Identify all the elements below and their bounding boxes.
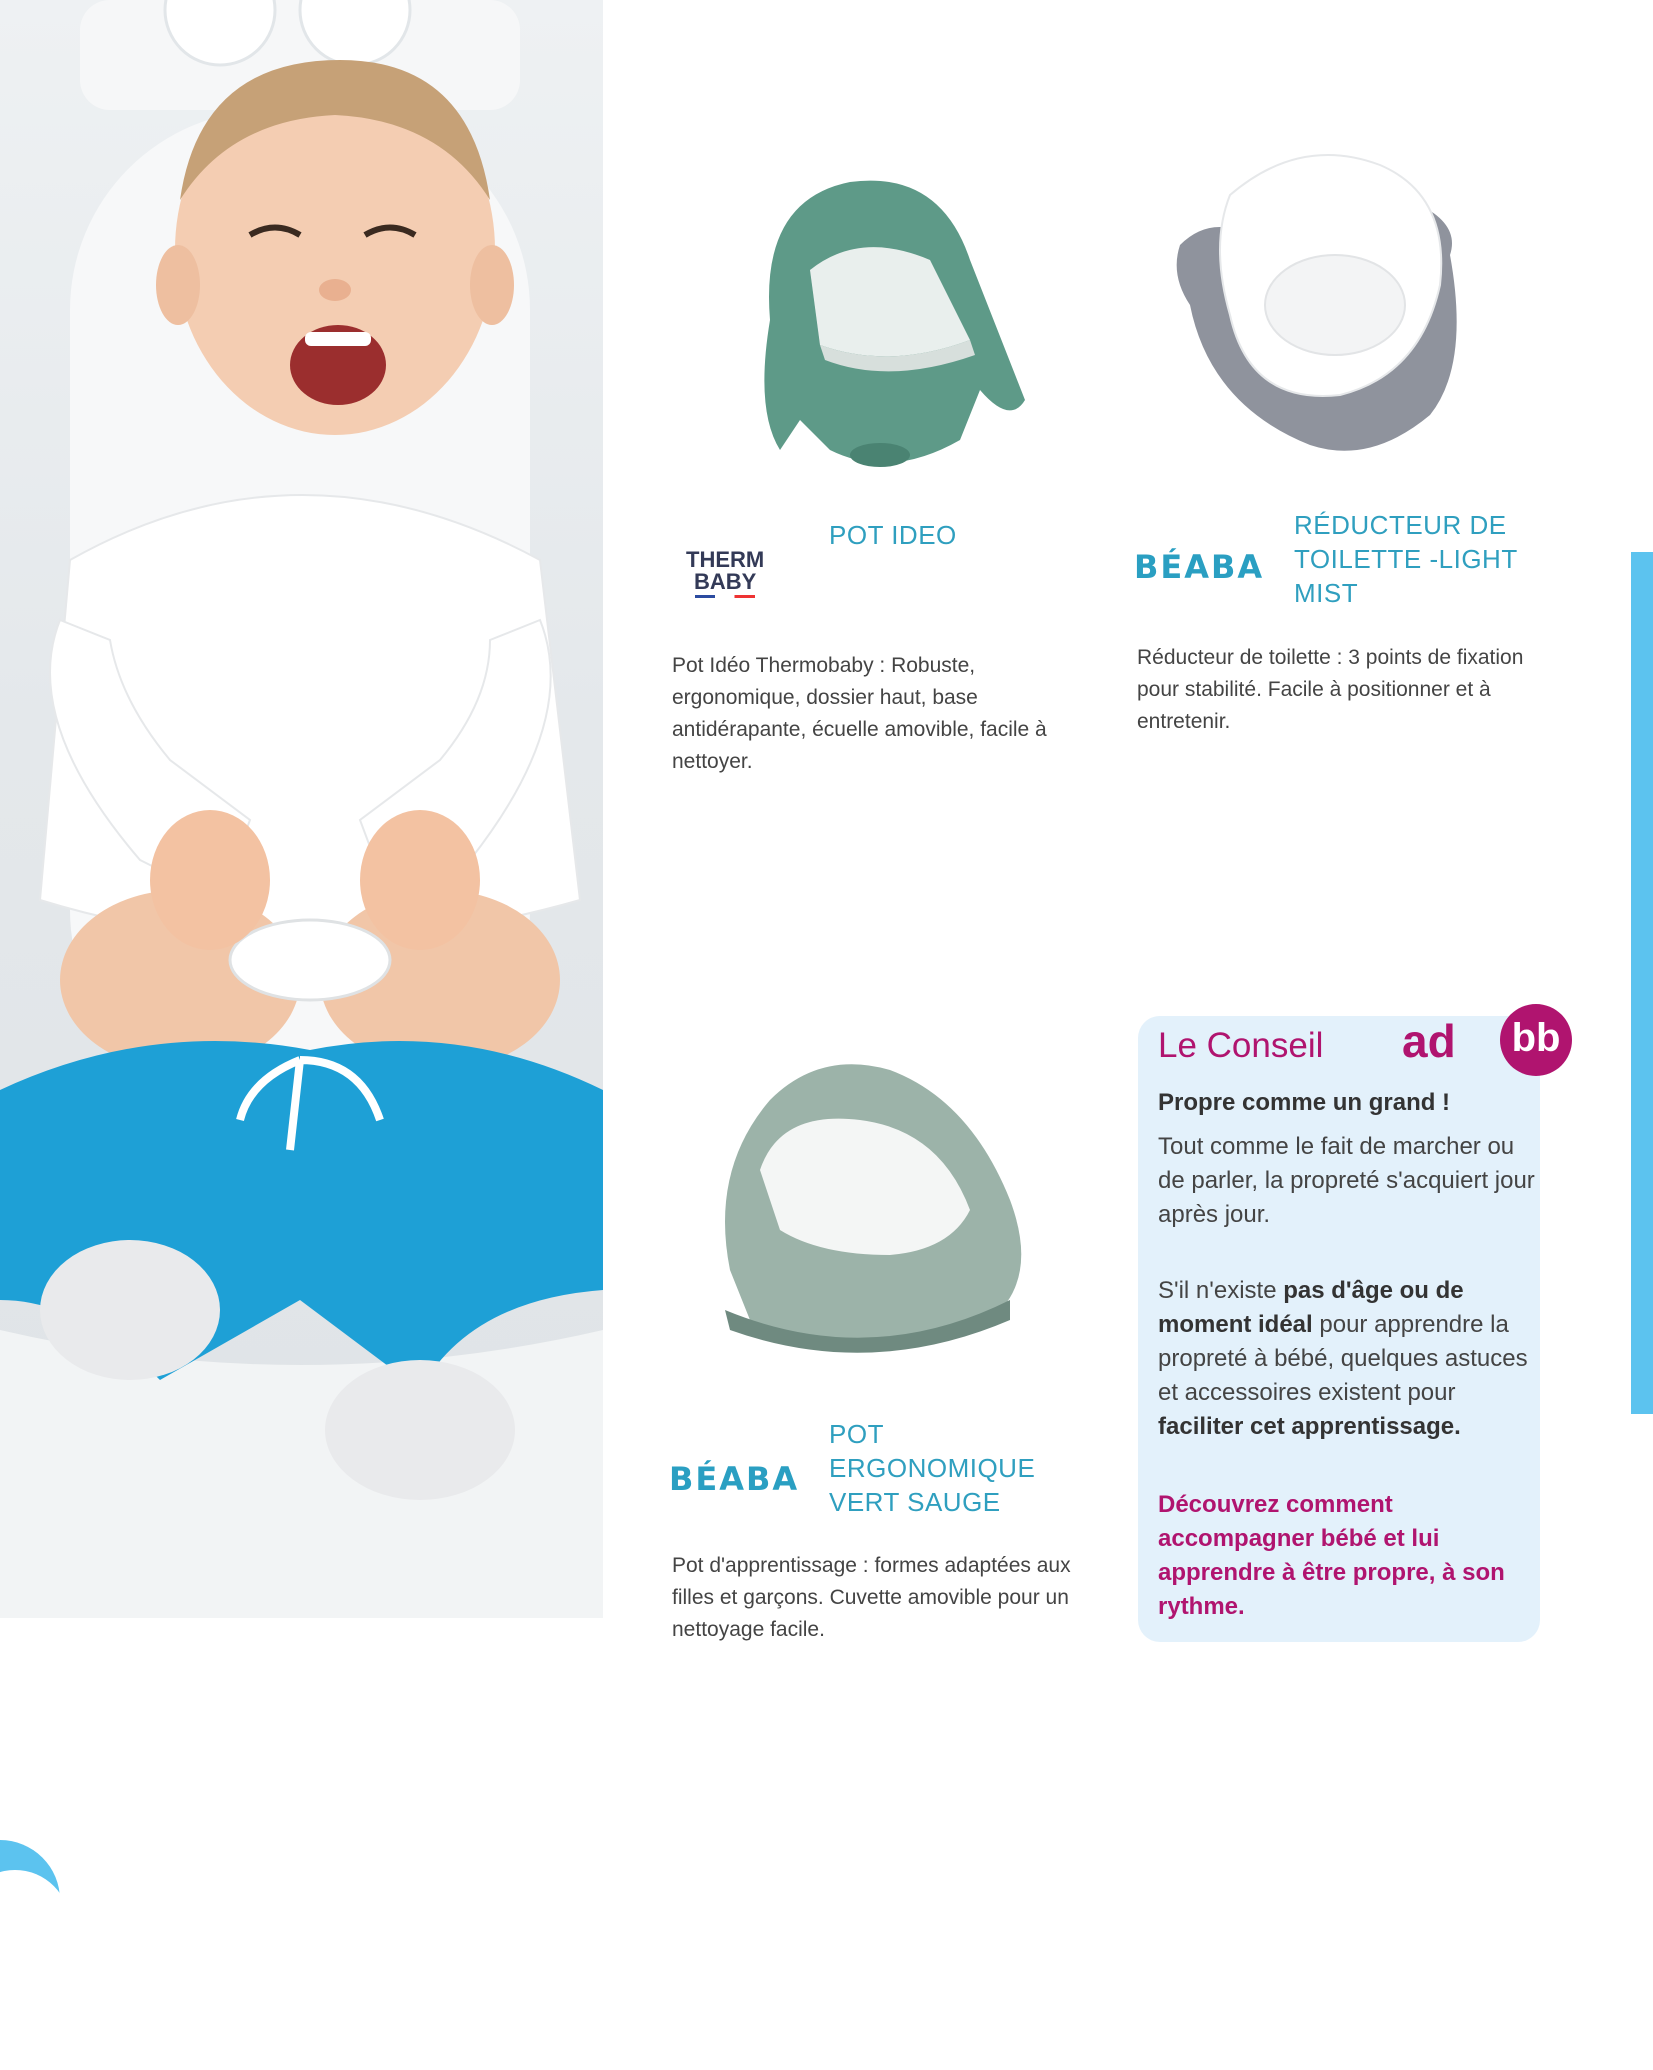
conseil-paragraph-1: Tout comme le fait de marcher ou de parler, la propreté s'acquiert jour après jour. (1158, 1133, 1535, 1228)
thermobaby-logo-line2: BABY (693, 569, 757, 594)
accent-arc-inner (0, 1870, 70, 2070)
hero-photo (0, 0, 603, 1618)
reducteur-image (1170, 135, 1460, 465)
conseil-paragraph-2 (1158, 1274, 1538, 1444)
pot-ergonomique-description: Pot d'apprentissage : formes adaptées aux filles et garçons. Cuvette amovible pour un nettoyage facile. (672, 1554, 1071, 1641)
thermobaby-logo (686, 549, 764, 598)
conseil-p2-d: faciliter cet apprentissage. (1158, 1413, 1461, 1440)
pot-ergonomique-title: POT ERGONOMIQUE VERT SAUGE (829, 1419, 1036, 1517)
conseil-p2-b: pas d'âge ou de moment idéal (1158, 1277, 1464, 1338)
pot-ideo-image (740, 170, 1030, 480)
conseil-p2-a: S'il n'existe (1158, 1277, 1284, 1304)
beaba-logo: BÉABA (669, 1460, 800, 1498)
toddler-illustration (0, 0, 603, 1618)
conseil-title: Le Conseil (1158, 1026, 1324, 1065)
conseil-subtitle: Propre comme un grand ! (1158, 1089, 1451, 1116)
adbb-logo-ad: ad (1402, 1015, 1456, 1067)
pot-ergonomique-image (710, 1050, 1030, 1360)
conseil-box (1138, 1015, 1561, 1642)
conseil-p2-c: pour apprendre la propreté à bébé, quelques astuces et accessoires existent pour (1158, 1311, 1528, 1406)
beaba-logo: BÉABA (1134, 548, 1265, 586)
accent-bar (1631, 552, 1653, 1414)
reducteur-title: RÉDUCTEUR DE TOILETTE -LIGHT MIST (1294, 510, 1518, 608)
thermobaby-logo-line1: THERM (686, 547, 765, 572)
conseil-cta: Découvrez comment accompagner bébé et lui apprendre à être propre, à son rythme. (1158, 1491, 1505, 1620)
reducteur-description: Réducteur de toilette : 3 points de fixation pour stabilité. Facile à positionner et à entretenir. (1137, 646, 1524, 733)
adbb-logo (1402, 1004, 1572, 1086)
flag-icon (695, 595, 755, 598)
pot-ideo-description: Pot Idéo Thermobaby : Robuste, ergonomique, dossier haut, base antidérapante, écuelle amovible, facile à nettoyer. (672, 654, 1047, 773)
pot-ideo-title: POT IDEO (829, 520, 957, 550)
adbb-logo-bb: bb (1500, 1004, 1572, 1076)
